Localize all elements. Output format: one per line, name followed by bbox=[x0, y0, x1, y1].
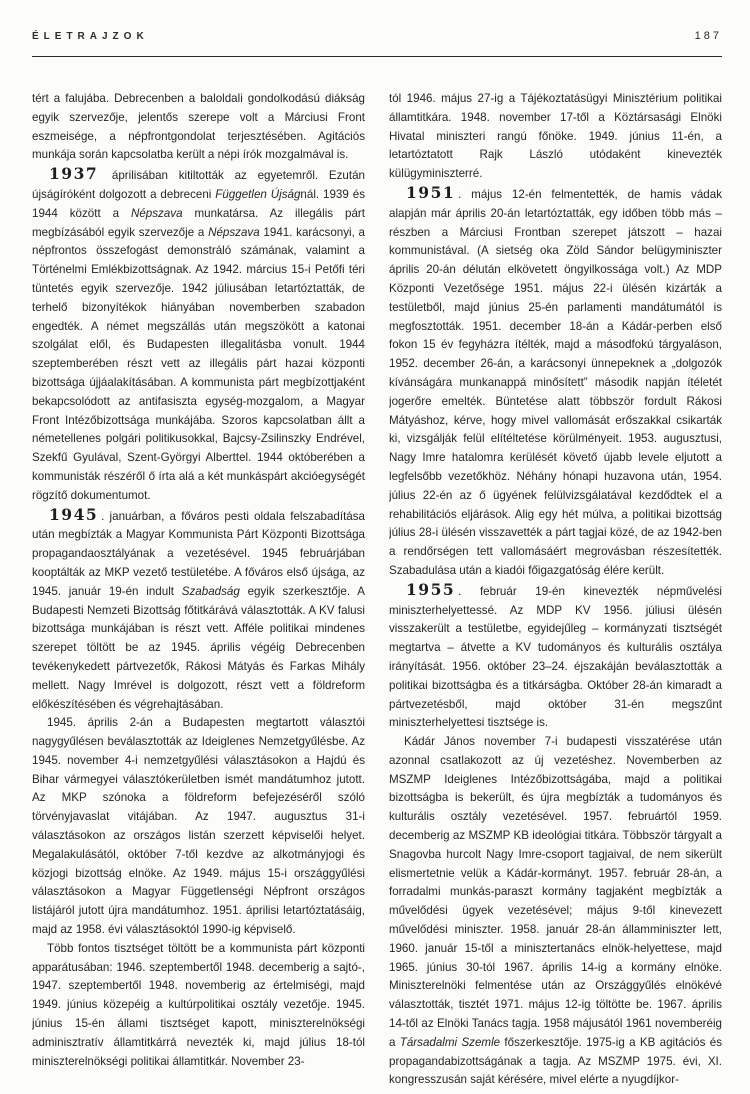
paragraph bbox=[389, 733, 722, 1090]
paragraph bbox=[389, 184, 722, 581]
italic-title: Független Újság bbox=[215, 187, 301, 201]
italic-title: Népszava bbox=[208, 225, 260, 239]
header-rule bbox=[32, 56, 722, 57]
text-columns bbox=[32, 90, 722, 1094]
text-run: áprilisában kitiltották az egyetemről. Ezután újságíróként dolgozott a debreceni bbox=[32, 169, 365, 201]
text-run: Kádár János november 7-i budapesti visszatérése után azonnal csatlakozott az új vezetéshez. Novemberben az MSZMP Ideiglenes Intézőbizottságába, majd a politikai bizottságba is bekerült, és újra megbízták a tudományos és kulturális osztály vezetésével. 1957. februártól 1959. decemberig az MSZMP KB ideológiai titkára. Többször tárgyalt a Snagovba hurcolt Nagy Imre-csoport tagjaival, de nem sikerült elismertetnie velük a Kádár-kormányt. 1957. február 28-án, a forradalmi munkás-paraszt kormány tagjaként megbízták a művelődési ügyek vezetésével; május 9-től kinevezett művelődési miniszter. 1958. január 28-án államminiszter lett, 1960. január 15-től a minisztertanács elnök-helyettese, majd 1965. június 30-tól 1967. április 14-ig a kormány elnöke. Miniszterelnöki felmentése után az Országgyűlés elnökévé választották, tisztét 1971. május 12-ig töltötte be. 1967. április 14-től az Elnöki Tanács tagja. 1958 májusától 1961 novemberéig a bbox=[389, 735, 722, 1049]
paragraph bbox=[32, 714, 365, 940]
column-left bbox=[32, 90, 365, 1090]
paragraph bbox=[389, 90, 722, 184]
year-dropword: 1945 bbox=[49, 504, 99, 524]
text-run: . február 19-én kinevezték népművelési miniszterhelyettessé. Az MDP KV 1956. júliusi ülésén visszakerült a testületbe, egyidejűleg – kormányzati tisztségét megtartva – átvette a KV tudományos és kulturális osztálya irányítását. 1956. október 23–24. éjszakáján beválasztották a politikai bizottságba és a titkárságba. Október 28-án kimaradt a pártvezetésből, majd október 31-én megszűnt miniszterhelyettesi tisztsége is. bbox=[389, 584, 722, 730]
text-run: tól 1946. május 27-ig a Tájékoztatásügyi Minisztérium politikai államtitkára. 1948. november 17-től a Köztársasági Elnöki Hivatal miniszteri rangú főnöke. 1949. június 11-én, a letartóztatott Rajk László utódaként kinevezték külügyminiszterré. bbox=[389, 92, 722, 181]
text-run: 1941. karácsonyi, a népfrontos összefogást demonstráló számának, valamint a Történelmi Emlékbizottságnak. Az 1942. március 15-i Petőfi téri tüntetés egyik szervezője. 1942 júliusában letartóztatták, de terhelő bizonyítékok hiányában novemberben szabadon engedték. A német megszállás után megszökött a katonai szolgálat elől, és Budapesten illegalitásba vonult. 1944 szeptemberében részt vett az illegális párt hazai központi bizottsága újjáalakításában. A kommunista párt megbízottjaként bekapcsolódott az antifasiszta egység-mozgalom, a Magyar Front Intézőbizottsága munkájába. Szoros kapcsolatban állt a németellenes polgári politikusokkal, Bajcsy-Zsilinszky Endrével, Szekfű Gyulával, Szent-Györgyi Alberttel. 1944 októberében a kommunisták részéről ő írta alá a két munkáspárt akcióegységét rögzítő dokumentumot. bbox=[32, 225, 365, 502]
paragraph bbox=[32, 506, 365, 715]
page-number: 187 bbox=[694, 30, 722, 42]
paragraph bbox=[32, 165, 365, 505]
year-dropword: 1951 bbox=[406, 182, 456, 202]
text-run: Több fontos tisztséget töltött be a kommunista párt központi apparátusában: 1946. szeptembertől 1948. decemberig a sajtó-, 1947. szeptembertől 1948. novemberig az értelmiségi, majd 1949. június közepéig a kultúrpolitikai osztály vezetője. 1945. június 15-én állami tisztséget kapott, miniszterelnökségi adminisztratív államtitkárrá nevezték ki, majd július 18-tól miniszterelnökségi politikai államtitkár. November 23- bbox=[32, 941, 365, 1068]
text-run: 1945. április 2-án a Budapesten megtartott választói nagygyűlésen beválasztották az Ideiglenes Nemzetgyűlésbe. Az 1945. november 4-i nemzetgyűlési választásokon a Hajdú és Bihar vármegyei választókerületben ismét mandátumhoz jutott. Az MKP szónoka a földreform befejezéséről szóló törvényjavaslat vitájában. Az 1947. augusztus 31-i választásokon az országos listán szerzett képviselői helyet. Megalakulásától, október 7-től kezdve az alkotmányjogi és közjogi bizottság elnöke. Az 1949. május 15-i országgyűlési választásokon a Magyar Függetlenségi Népfront országos listájáról jutott újra mandátumhoz. 1951. áprilisi letartóztatásáig, majd az 1958. évi választásoktól 1990-ig képviselő. bbox=[32, 716, 365, 937]
paragraph bbox=[32, 90, 365, 165]
italic-title: Szabadság bbox=[181, 584, 240, 598]
running-head bbox=[32, 30, 722, 42]
text-run: . május 12-én felmentették, de hamis vádak alapján már április 20-án letartóztatták, egy időben több más – részben a Márciusi Frontban szerepet játszott – hazai kommunistával. (A sietség oka Zöld Sándor belügyminiszter április 20-án délután elkövetett öngyilkossága volt.) Az MDP Központi Vezetősége 1951. május 22-i ülésén kizárták a testületből, majd június 25-én parlamenti mandátumától is megfosztották. 1951. december 18-án a Kádár-perben első fokon 15 év fegyházra ítélték, majd a másodfokú tárgyaláson, 1952. december 26-án, a karácsonyi ünnepeknek a „dolgozók kívánságára munkanappá minősített” második napján ítéletét jogerőre emelték. Büntetése alatt többször fordult Rákosi Mátyáshoz, kérve, hogy mivel vallomását erőszakkal csikarták ki, vizsgálják felül elítéltetése körülményeit. 1953. augusztusi, Nagy Imre hatalomra kerülését követő újabb levele eljutott a legfelsőbb vezetőkhöz. Néhány hónapi huzavona után, 1954. július 22-én az ő ügyének felülvizsgálatával kezdődtek el a rehabilitációs eljárások. Alig egy hét múlva, a politikai bizottság július 28-i ülésén visszavették a párt tagjai közé, de az 1942-ben a rendőrségen tett vallomásáért megrovásban részesítették. Szabadulása után a kiadói főigazgatóság élére került. bbox=[389, 187, 722, 577]
year-dropword: 1955 bbox=[406, 579, 456, 599]
text-run: egyik szerkesztője. A Budapesti Nemzeti Bizottság főtitkárává választották. A KV falusi bizottsága munkájában is részt vett. Afféle politikai mindenes szerepet töltött be az 1945. április végéig Debrecenben tevékenykedett pártvezetők, Rákosi Mátyás és Farkas Mihály mellett. Nagy Imrével is dolgozott, részt vett a földreform előkészítésében és végrehajtásában. bbox=[32, 584, 365, 711]
year-dropword: 1937 bbox=[49, 164, 99, 184]
text-run: főszerkesztője. 1975-ig a KB agitációs és propagandabizottságának a tagja. Az MSZMP 1975. évi, XI. kongresszusán saját kérésére, mivel elérte a nyugdíjkor- bbox=[389, 1035, 722, 1087]
italic-title: Társadalmi Szemle bbox=[399, 1035, 501, 1049]
text-run: tért a falujába. Debrecenben a baloldali gondolkodású diákság egyik szervezője, jelentős szerepe volt a Márciusi Front eszmeisége, a népfrontgondolat terjesztésében. Agitációs munkája során kapcsolatba került a népi írók mozgalmával is. bbox=[32, 92, 365, 162]
text-run: . januárban, a főváros pesti oldala felszabadítása után megbízták a Magyar Kommunista Párt Központi Bizottsága propagandaosztályának a vezetésével. 1945 februárjában kooptálták az MKP vezető testületébe. A főváros első újsága, az 1945. január 19-én indult bbox=[32, 509, 365, 598]
text-run: munkatársa. Az illegális párt megbízásából egyik szervezője a bbox=[32, 206, 365, 239]
section-title: ÉLETRAJZOK bbox=[32, 31, 149, 42]
paragraph bbox=[389, 581, 722, 733]
paragraph bbox=[32, 940, 365, 1072]
column-right bbox=[389, 90, 722, 1090]
italic-title: Népszava bbox=[130, 206, 183, 220]
text-run: nál. 1939 és 1944 között a bbox=[32, 187, 365, 220]
